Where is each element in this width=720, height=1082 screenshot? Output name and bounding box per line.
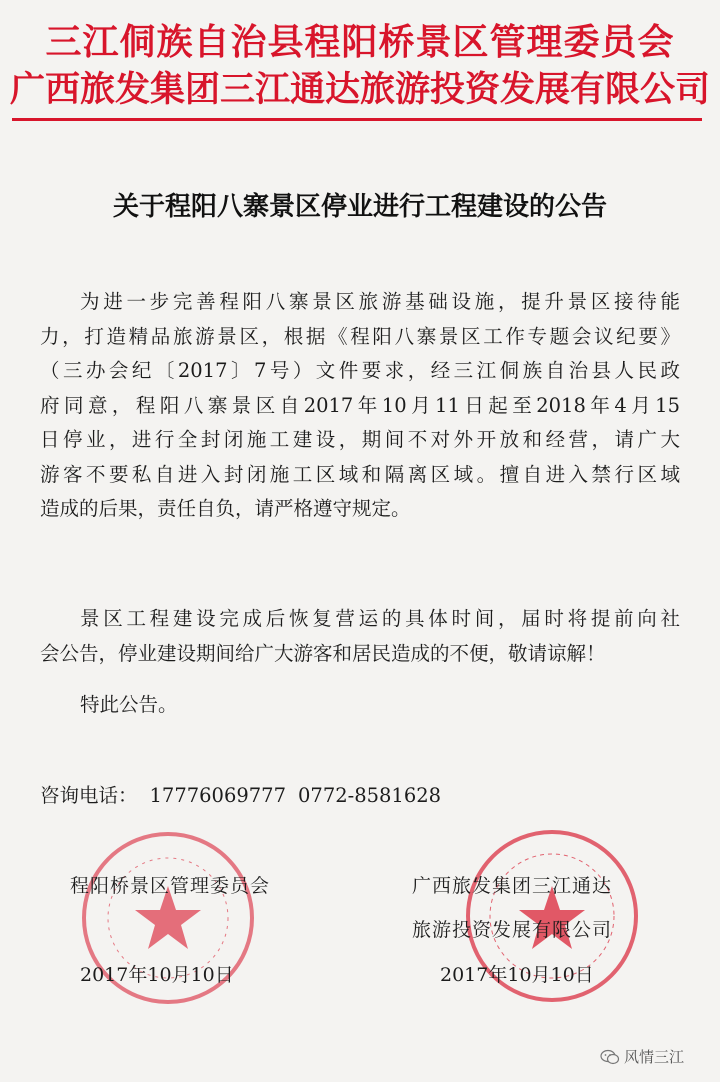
left-signature-org: 程阳桥景区管理委员会 bbox=[70, 875, 271, 897]
watermark bbox=[600, 1046, 684, 1067]
right-signature-org-line1: 广西旅发集团三江通达 bbox=[412, 875, 613, 897]
contact-label: 咨询电话： bbox=[40, 784, 138, 807]
contact-phone-2: 0772-8581628 bbox=[298, 784, 442, 807]
paragraph-line: 为进一步完善程阳八寨景区旅游基础设施，提升景区接待能 bbox=[80, 290, 680, 313]
watermark-text: 风情三江 bbox=[624, 1048, 685, 1066]
left-signature-date: 2017年10月10日 bbox=[80, 964, 234, 986]
right-signature-org-line2: 旅游投资发展有限公司 bbox=[412, 919, 613, 941]
contact-phone-1: 17776069777 bbox=[149, 784, 286, 807]
paragraph-line: （三办会纪〔2017〕7号）文件要求，经三江侗族自治县人民政 bbox=[40, 359, 680, 382]
right-signature-date: 2017年10月10日 bbox=[440, 964, 594, 986]
wechat-icon bbox=[600, 1049, 620, 1065]
contact-info bbox=[40, 780, 453, 808]
paragraph-1 bbox=[40, 285, 680, 527]
paragraph-line: 会公告，停业建设期间给广大游客和居民造成的不便，敬请谅解！ bbox=[40, 641, 606, 665]
header-divider bbox=[12, 118, 702, 121]
paragraph-2 bbox=[40, 602, 680, 671]
paragraph-line: 游客不要私自进入封闭施工区域和隔离区域。擅自进入禁行区域 bbox=[40, 462, 680, 486]
paragraph-3 bbox=[40, 688, 680, 723]
header-org-line1: 三江侗族自治县程阳桥景区管理委员会 bbox=[45, 22, 675, 63]
paragraph-line: 府同意，程阳八寨景区自2017年10月11日起至2018年4月15 bbox=[40, 393, 680, 417]
paragraph-line: 景区工程建设完成后恢复营运的具体时间，届时将提前向社 bbox=[80, 607, 680, 630]
paragraph-line: 造成的后果，责任自负，请严格遵守规定。 bbox=[40, 497, 411, 520]
closing-line: 特此公告。 bbox=[80, 693, 178, 716]
notice-title: 关于程阳八寨景区停业进行工程建设的公告 bbox=[112, 192, 607, 222]
paragraph-line: 日停业，进行全封闭施工建设，期间不对外开放和经营，请广大 bbox=[40, 428, 680, 451]
paragraph-line: 力，打造精品旅游景区，根据《程阳八寨景区工作专题会议纪要》 bbox=[40, 324, 680, 348]
header-org-line2: 广西旅发集团三江通达旅游投资发展有限公司 bbox=[9, 70, 710, 110]
